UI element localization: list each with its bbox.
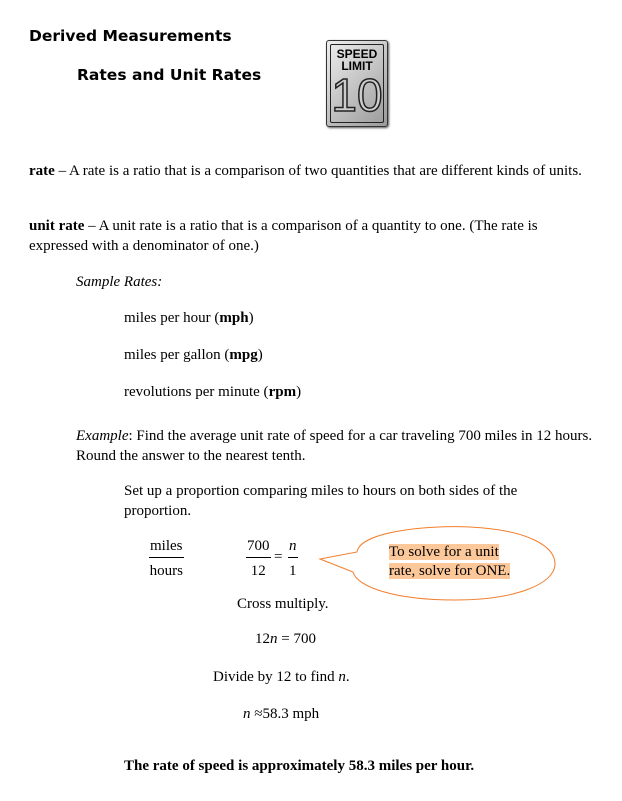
- proportion-right-fraction: $\frac{n}{1}$: [289, 538, 297, 579]
- units-fraction: miles hours: [149, 538, 183, 579]
- sample-rate-item: miles per gallon (mpg): [124, 347, 263, 363]
- sign-line1: SPEED: [336, 47, 378, 61]
- example-problem: Example: Find the average unit rate of speed for a car traveling 700 miles in 12 hours. Round the answer to the nearest tenth.: [76, 428, 593, 464]
- rate-definition-text: – A rate is a ratio that is a comparison of two quantities that are different kinds of units.: [54, 163, 582, 179]
- sign-number: 10: [331, 69, 383, 121]
- step-equation: 12n = 700: [255, 631, 316, 647]
- term-rate: rate: [29, 163, 55, 179]
- sample-rate-item: miles per hour (mph): [124, 310, 254, 326]
- page-title: Derived Measurements: [29, 27, 232, 45]
- page-subtitle: Rates and Unit Rates: [77, 66, 262, 84]
- speed-limit-sign-image: [326, 40, 388, 127]
- term-unit-rate: unit rate: [29, 218, 85, 234]
- equals-sign: =: [274, 549, 283, 565]
- unit-rate-definition: [29, 216, 594, 256]
- conclusion: The rate of speed is approximately 58.3 miles per hour.: [124, 758, 475, 774]
- step-result: n ≈58.3 mph: [243, 706, 320, 722]
- sample-rate-item: revolutions per minute (rpm): [124, 384, 302, 400]
- step-divide: Divide by 12 to find n.: [213, 669, 350, 685]
- rate-definition: [29, 161, 594, 181]
- callout-text: To solve for a unit rate, solve for ONE.: [389, 544, 511, 579]
- unit-rate-definition-text: – A unit rate is a ratio that is a comparison of a quantity to one. (The rate is expressed with a denominator of one.): [29, 218, 538, 254]
- step-cross-multiply: Cross multiply.: [237, 596, 329, 612]
- setup-instruction: Set up a proportion comparing miles to hours on both sides of the proportion.: [124, 483, 518, 519]
- sign-line2: LIMIT: [341, 59, 373, 73]
- proportion-left-fraction: $\frac{700}{12}$: [247, 538, 270, 579]
- sample-rates-label: Sample Rates:: [76, 274, 163, 290]
